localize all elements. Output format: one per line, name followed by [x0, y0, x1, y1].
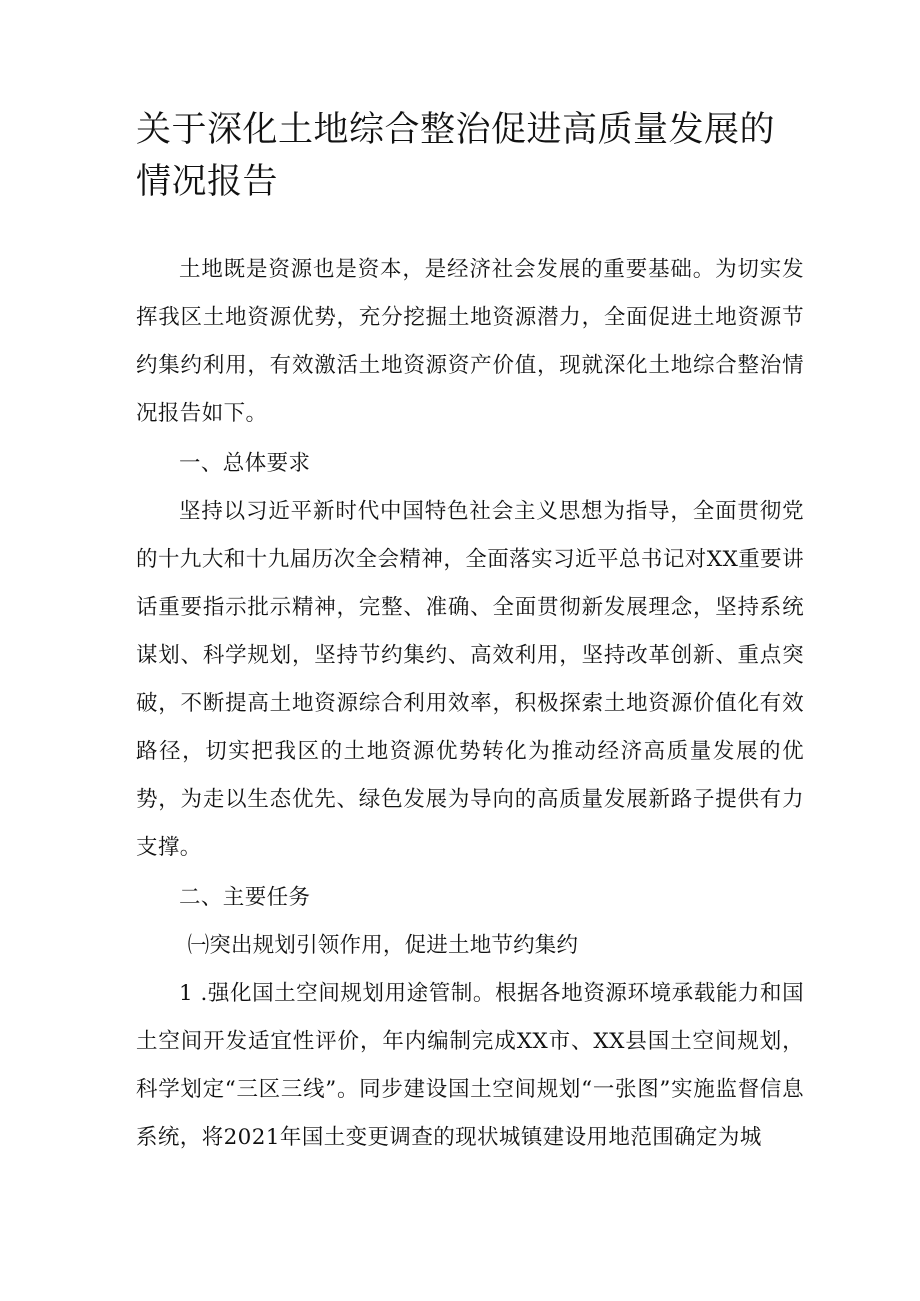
subsection-heading-planning: ㈠突出规划引领作用，促进土地节约集约 — [187, 933, 579, 958]
document-body — [136, 246, 804, 1162]
section-heading-general-requirements: 一、总体要求 — [179, 451, 311, 476]
general-requirements-paragraph: 坚持以习近平新时代中国特色社会主义思想为指导，全面贯彻党的十九大和十九届历次全会精神，全面落实习近平总书记对XX重要讲话重要指示批示精神，完整、准确、全面贯彻新发展理念，坚持系统谋划、科学规划，坚持节约集约、高效利用，坚持改革创新、重点突破，不断提高土地资源综合利用效率，积极探索土地资源价值化有效路径，切实把我区的土地资源优势转化为推动经济高质量发展的优势，为走以生态优先、绿色发展为导向的高质量发展新路子提供有力支撑。 — [136, 499, 804, 860]
intro-paragraph: 土地既是资源也是资本，是经济社会发展的重要基础。为切实发挥我区土地资源优势，充分挖掘土地资源潜力，全面促进土地资源节约集约利用，有效激活土地资源资产价值，现就深化土地综合整治情况报告如下。 — [136, 257, 804, 426]
item-paragraph-spatial-planning: 1 .强化国土空间规划用途管制。根据各地资源环境承载能力和国土空间开发适宜性评价，年内编制完成XX市、XX县国土空间规划，科学划定“三区三线”。同步建设国土空间规划“一张图”实施监督信息系统，将2021年国土变更调查的现状城镇建设用地范围确定为城 — [136, 981, 804, 1150]
document-title: 关于深化土地综合整治促进高质量发展的情况报告 — [136, 110, 776, 202]
section-heading-main-tasks: 二、主要任务 — [179, 885, 311, 910]
